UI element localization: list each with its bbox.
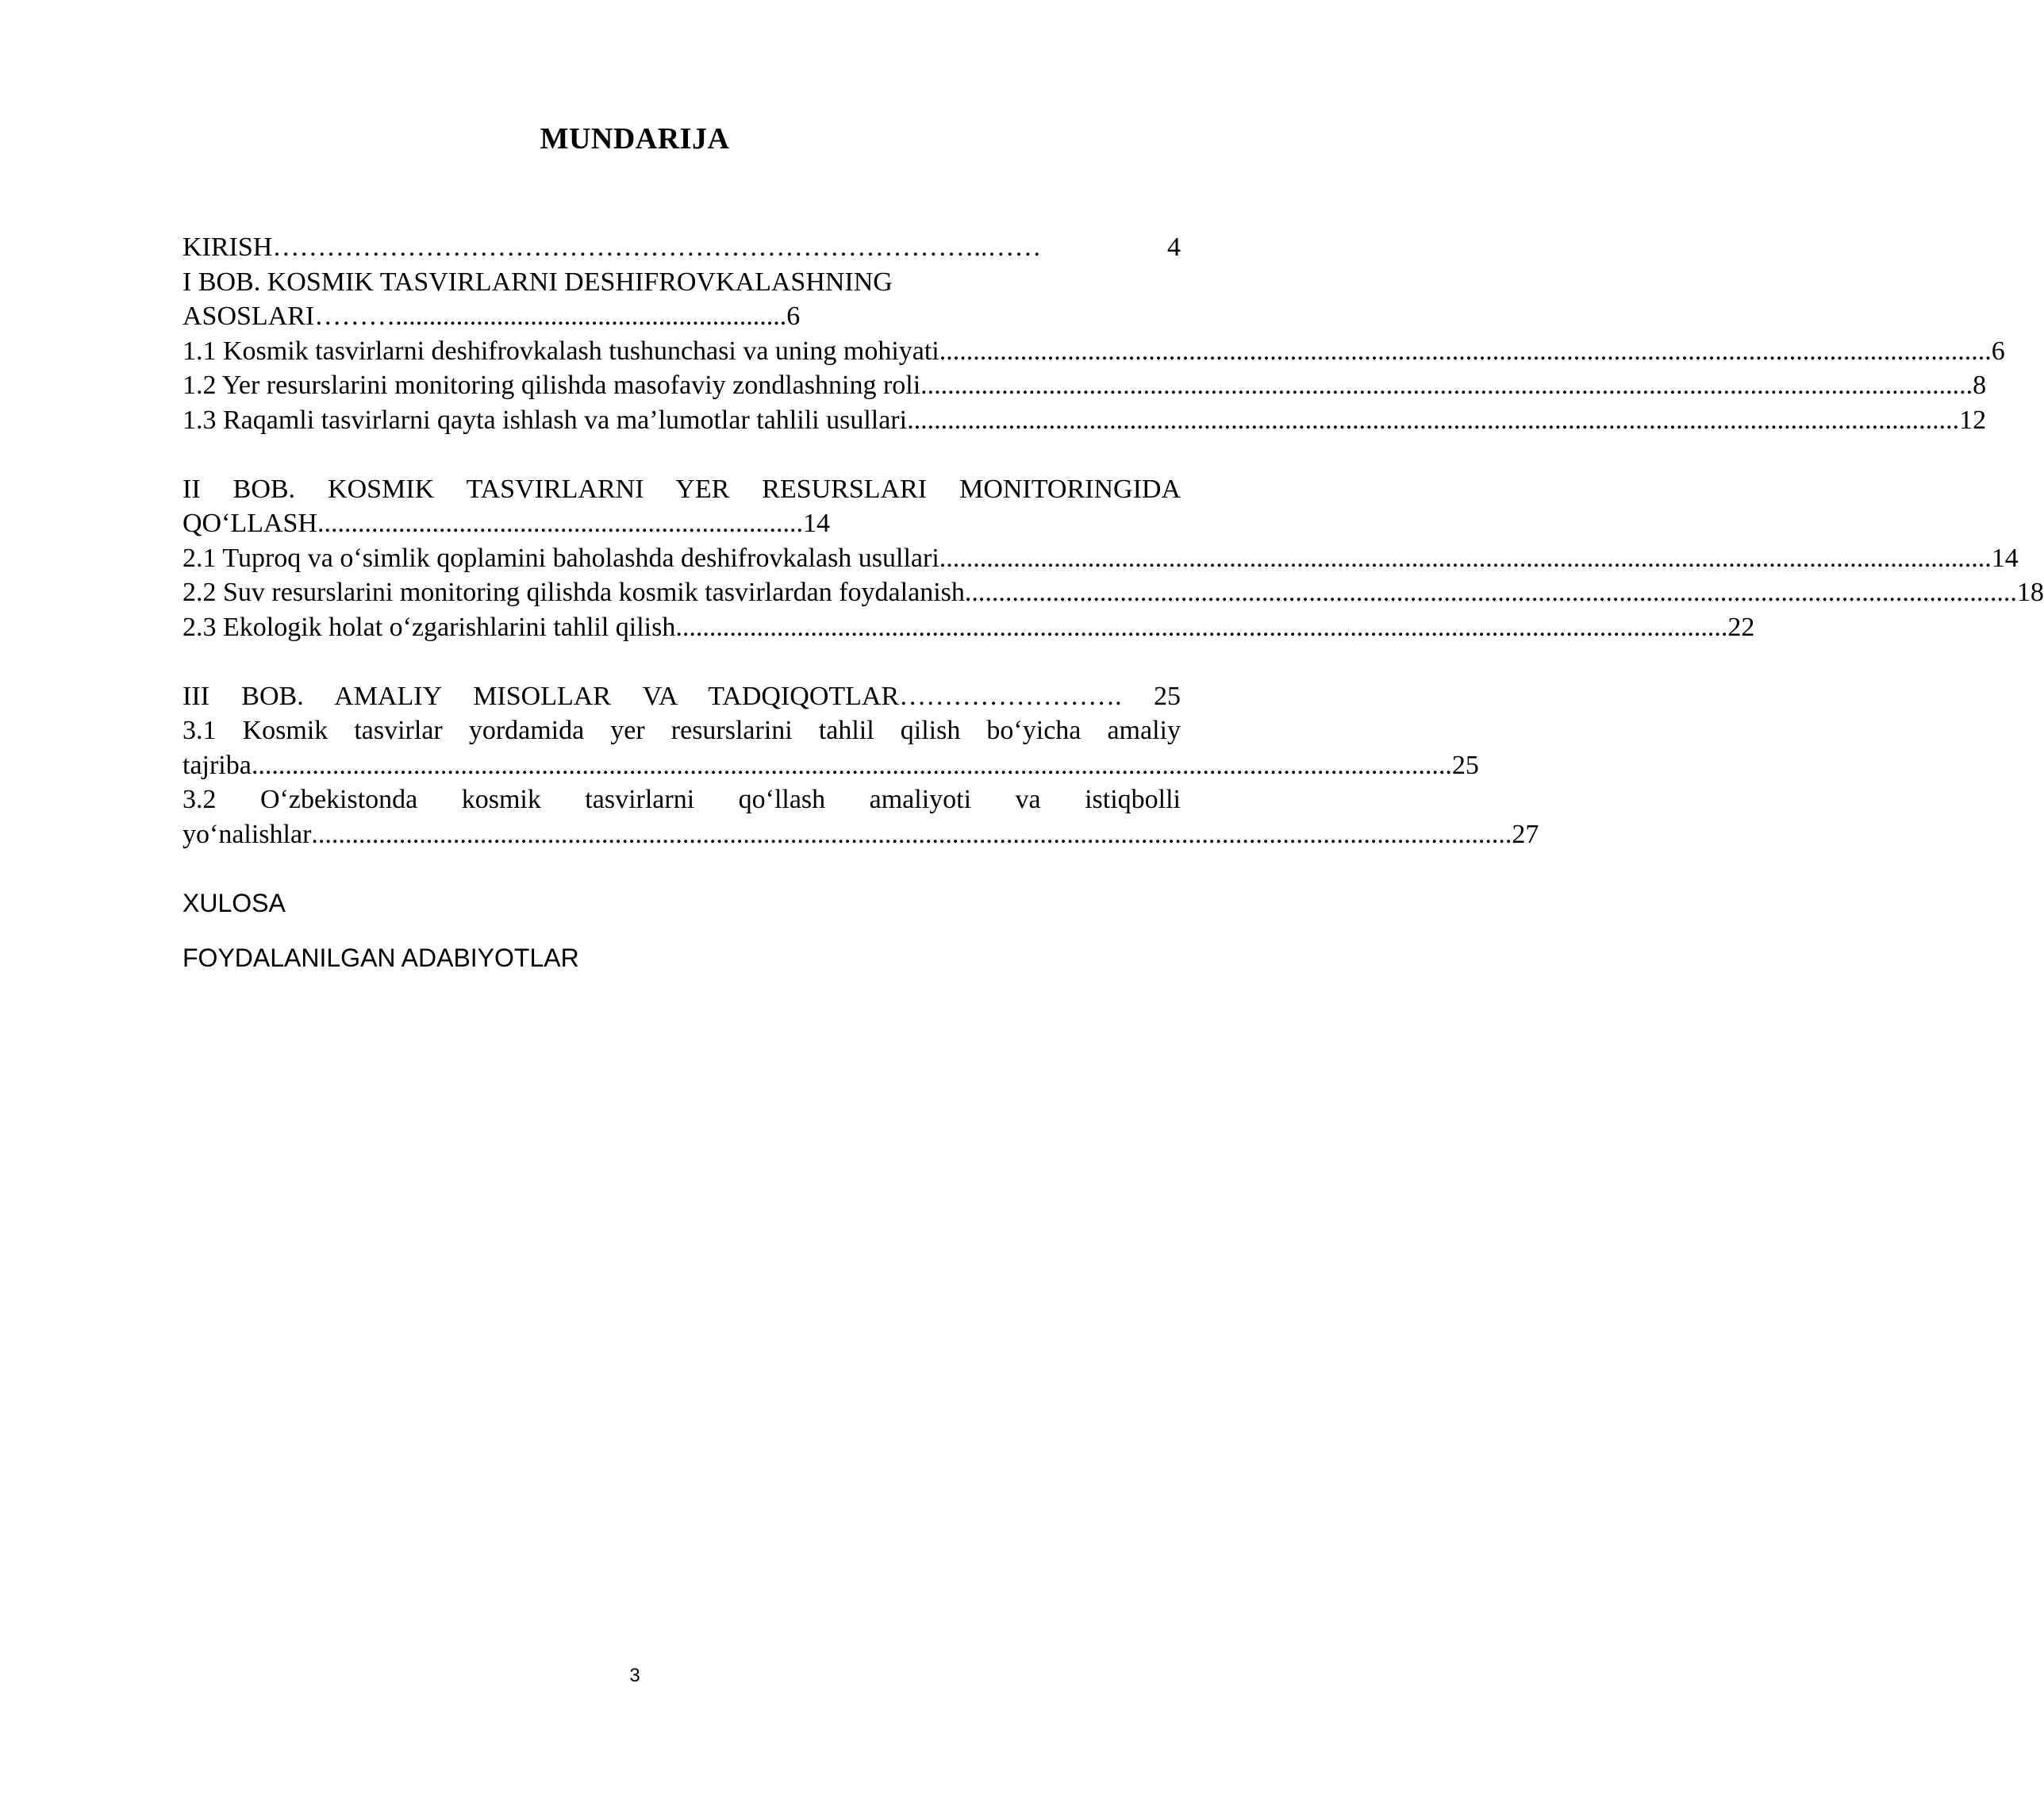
toc-entry-2-1[interactable] [182, 541, 2019, 576]
toc-chapter-2-title-cont[interactable]: QO‘LLASH........................................................................14 [182, 509, 830, 538]
toc-entry-label: 1.1 Kosmik tasvirlarni deshifrovkalash tushunchasi va uning mohiyati [182, 336, 939, 366]
toc-entry-xulosa[interactable]: XULOSA [182, 888, 286, 917]
toc-page-number: 25 [1451, 750, 1479, 780]
toc-entry-adabiyotlar[interactable]: FOYDALANILGAN ADABIYOTLAR [182, 944, 579, 972]
toc-leader: ……………………………………………………………………..…… [272, 233, 1042, 262]
toc-leader: .................................................................................................................................................................................. [311, 819, 1512, 849]
toc-entry-label: 1.3 Raqamli tasvirlarni qayta ishlash va ma’lumotlar tahlili usullari [182, 405, 908, 435]
toc-entry-3-1-line1[interactable]: 3.1 Kosmik tasvirlar yordamida yer resurslarini tahlil qilish bo‘yicha amaliy [182, 716, 1181, 745]
spacer [182, 851, 1181, 886]
toc-leader: ............................................................................................................................................................ [907, 405, 1960, 435]
spacer [182, 437, 1181, 472]
toc-chapter-3-title[interactable]: III BOB. AMALIY MISOLLAR VA TADQIQOTLAR……………………. 25 [182, 681, 1181, 711]
table-of-contents [182, 230, 2044, 976]
toc-entry-2-2[interactable] [182, 575, 2044, 610]
toc-chapter-2-title[interactable]: II BOB. KOSMIK TASVIRLARNI YER RESURSLARI MONITORINGIDA [182, 474, 1181, 504]
toc-entry-1-2[interactable] [182, 368, 1987, 403]
toc-entry-label: KIRISH [182, 233, 273, 262]
toc-entry-2-3[interactable] [182, 610, 1755, 645]
toc-page-number: 14 [1991, 543, 2019, 573]
toc-page-number: 6 [1991, 336, 2005, 366]
toc-chapter-1-title-cont[interactable]: ASOSLARI………..........................................................6 [182, 302, 801, 331]
toc-chapter-1-title[interactable]: I BOB. KOSMIK TASVIRLARNI DESHIFROVKALASHNING [182, 267, 893, 297]
toc-page-number: 12 [1959, 405, 1987, 435]
toc-page-number: 22 [1727, 612, 1755, 642]
toc-entry-1-1[interactable] [182, 334, 2005, 369]
toc-entry-label: yo‘nalishlar [182, 819, 312, 849]
toc-leader: ............................................................................................................................................................ [939, 543, 1992, 573]
toc-entry-label: 2.2 Suv resurslarini monitoring qilishda kosmik tasvirlardan foydalanish [182, 578, 965, 607]
page-title: MUNDARIJA [540, 122, 730, 156]
toc-entry-3-2-line2[interactable] [182, 817, 1539, 852]
toc-page-number: 4 [1167, 233, 1181, 262]
spacer [182, 921, 1181, 941]
toc-page-number: 8 [1973, 371, 1987, 400]
page-number: 3 [629, 1665, 640, 1686]
toc-entry-1-3[interactable] [182, 403, 1987, 438]
toc-entry-kirish[interactable] [182, 230, 1181, 265]
toc-page-number: 18 [2016, 578, 2044, 607]
spacer [182, 644, 1181, 679]
toc-leader: .................................................................................................................................................................................. [251, 750, 1452, 780]
toc-leader: ............................................................................................................................................................ [920, 371, 1973, 400]
toc-leader: ............................................................................................................................................................ [939, 336, 1992, 366]
toc-entry-label: 2.1 Tuproq va o‘simlik qoplamini baholashda deshifrovkalash usullari [182, 543, 939, 573]
toc-leader: ............................................................................................................................................................ [675, 612, 1728, 642]
toc-leader: ............................................................................................................................................................ [964, 578, 2017, 607]
toc-entry-3-2-line1[interactable]: 3.2 O‘zbekistonda kosmik tasvirlarni qo‘llash amaliyoti va istiqbolli [182, 785, 1181, 814]
toc-page-number: 27 [1512, 819, 1539, 849]
toc-entry-label: 2.3 Ekologik holat o‘zgarishlarini tahlil qilish [182, 612, 676, 642]
toc-entry-label: 1.2 Yer resurslarini monitoring qilishda masofaviy zondlashning roli [182, 371, 921, 400]
toc-entry-label: tajriba [182, 750, 252, 780]
toc-entry-3-1-line2[interactable] [182, 748, 1479, 783]
